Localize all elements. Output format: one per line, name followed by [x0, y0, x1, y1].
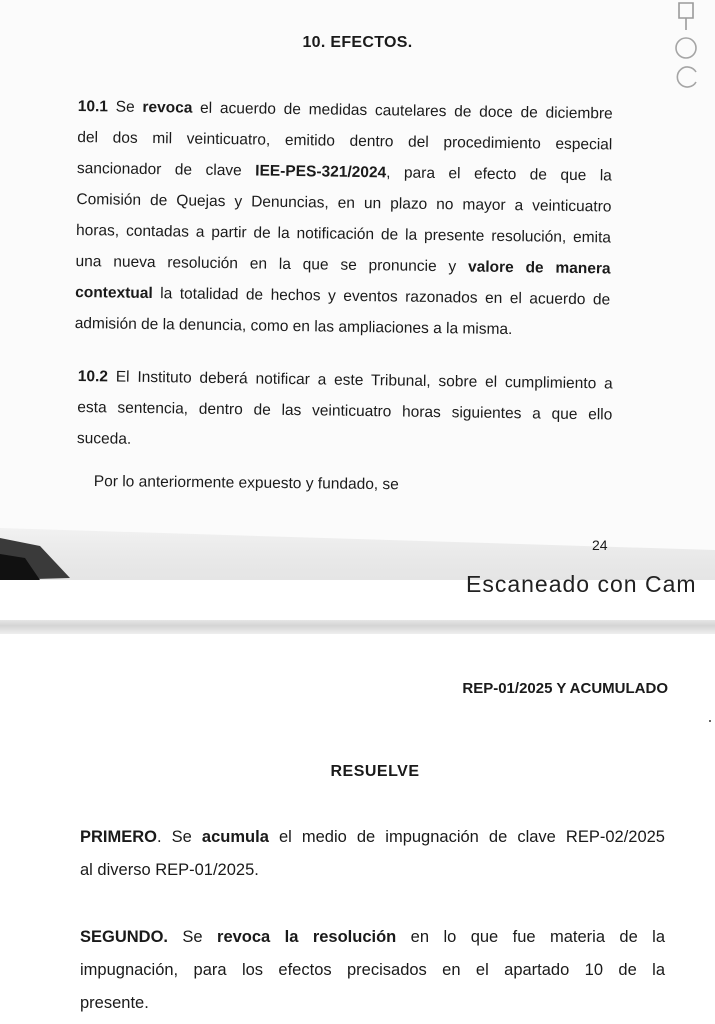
- text-line: [80, 854, 665, 887]
- bold-text: 10.1: [77, 97, 109, 116]
- text-run: Se: [168, 928, 218, 946]
- page-number: 24: [592, 537, 608, 553]
- resolutive-heading: RESUELVE: [330, 763, 420, 780]
- resolutive-point-segundo: [80, 921, 665, 1020]
- text-line: [80, 954, 665, 987]
- text-run: en lo que fue materia de la: [396, 928, 666, 946]
- text-run: . Se: [157, 828, 202, 846]
- page-divider: [0, 620, 715, 634]
- text-run: admisión de la denuncia, como en las ampliaciones a la misma.: [74, 314, 513, 339]
- bold-text: 10.2: [77, 367, 109, 386]
- text-line: [80, 987, 665, 1020]
- text-run: horas, contadas a partir de la notificación de la presente resolución, emita: [75, 221, 612, 247]
- text-line: [80, 821, 665, 854]
- text-run: la totalidad de hechos y eventos razonados en el acuerdo de: [152, 285, 611, 309]
- text-run: una nueva resolución en la que se pronuncie y: [75, 252, 469, 276]
- text-line: [80, 921, 665, 954]
- text-run: Comisión de Quejas y Denuncias, en un plazo no mayor a veinticuatro: [76, 190, 612, 216]
- bold-text: SEGUNDO.: [80, 928, 169, 946]
- scanner-watermark: Escaneado con Cam: [466, 571, 697, 597]
- bold-text: contextual: [75, 283, 153, 303]
- bold-text: revoca la resolución: [217, 928, 397, 946]
- text-run: presente.: [80, 994, 149, 1012]
- section-title: 10. EFECTOS.: [302, 34, 413, 51]
- case-reference-header: REP-01/2025 Y ACUMULADO: [462, 680, 668, 697]
- bold-text: IEE-PES-321/2024: [255, 162, 387, 182]
- paragraph-10-1: [75, 91, 613, 346]
- bold-text: valore de manera: [467, 258, 611, 278]
- text-run: sancionador de clave: [76, 159, 256, 180]
- text-run: el medio de impugnación de clave REP-02/2025: [268, 828, 665, 846]
- paragraph-10-2: [77, 361, 613, 461]
- text-run: , para el efecto de que la: [386, 164, 612, 185]
- text-run: del dos mil veinticuatro, emitido dentro del procedimiento especial: [77, 128, 613, 154]
- text-run: Se: [107, 98, 143, 116]
- text-run: suceda.: [76, 429, 132, 448]
- resolutive-point-primero: [80, 821, 665, 887]
- text-run: impugnación, para los efectos precisados en el apartado 10 de la: [80, 961, 665, 979]
- bold-text: revoca: [142, 98, 193, 117]
- bold-text: acumula: [201, 828, 269, 846]
- scanned-page-25: [0, 634, 715, 1024]
- text-run: al diverso REP-01/2025.: [80, 861, 259, 879]
- text-run: el acuerdo de medidas cautelares de doce de diciembre: [192, 99, 613, 123]
- bold-text: PRIMERO: [80, 828, 158, 846]
- text-run: esta sentencia, dentro de las veinticuatro horas siguientes a que ello: [77, 398, 613, 424]
- text-run: El Instituto deberá notificar a este Tribunal, sobre el cumplimiento a: [107, 368, 613, 393]
- closing-text: Por lo anteriormente expuesto y fundado, se: [93, 472, 399, 494]
